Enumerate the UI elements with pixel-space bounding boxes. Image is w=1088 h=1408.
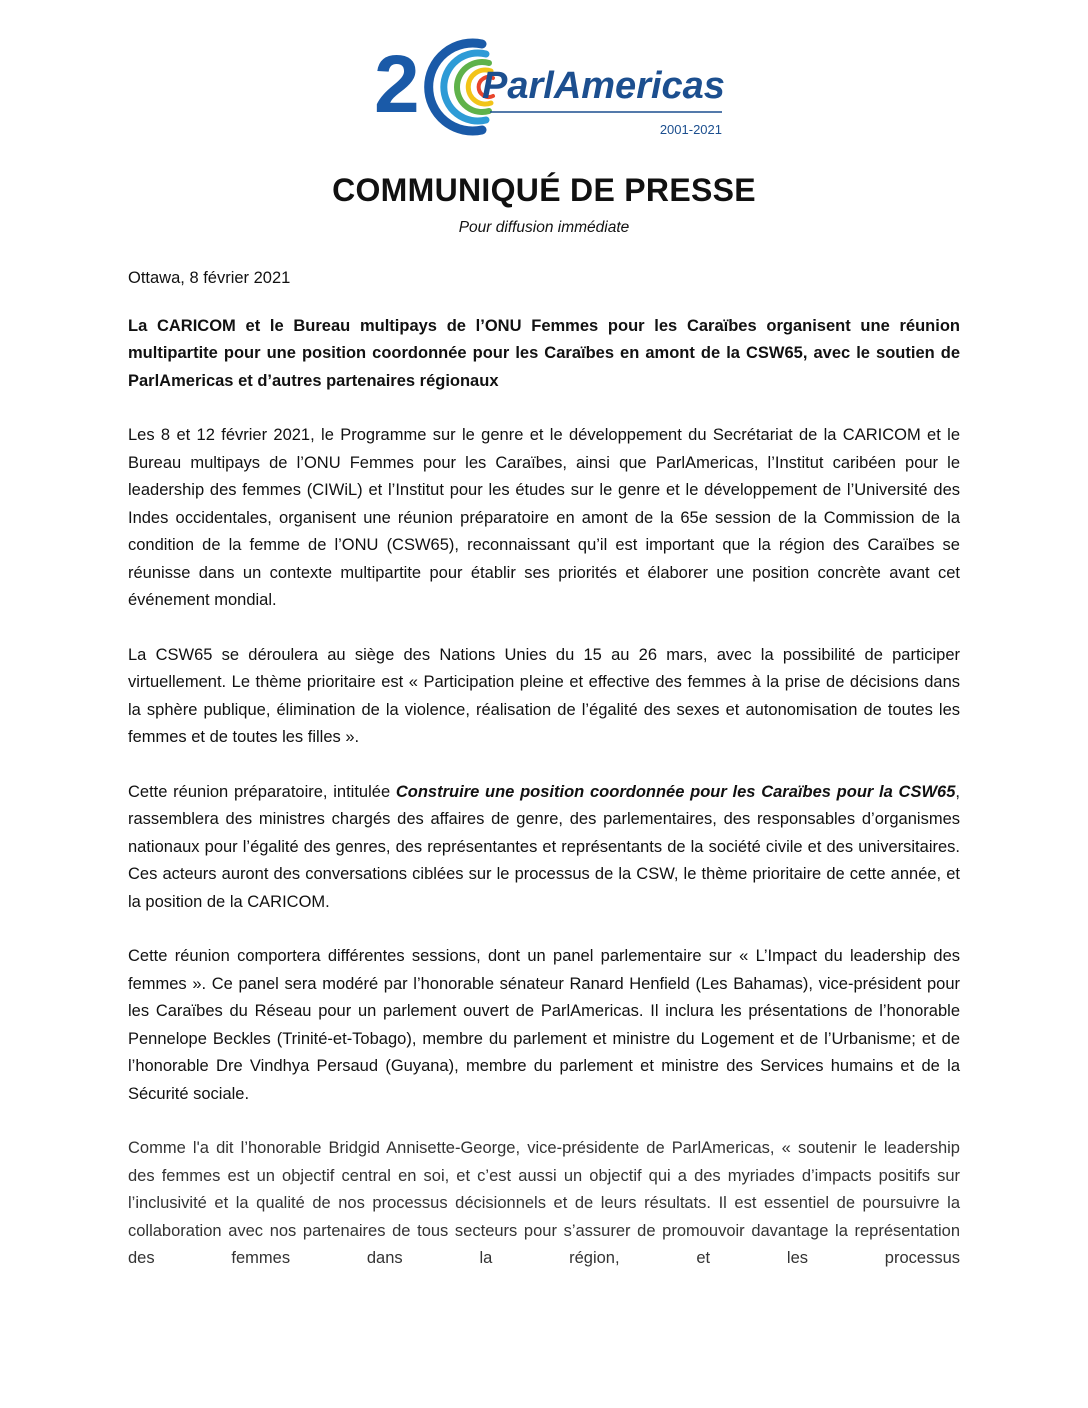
paragraph-3 [128,779,960,917]
paragraph-1: Les 8 et 12 février 2021, le Programme sur le genre et le développement du Secrétariat de la CARICOM et le Bureau multipays de l’ONU Femmes pour les Caraïbes, ainsi que ParlAmericas, l’Institut caribéen pour le leadership des femmes (CIWiL) et l’Institut pour les études sur le genre et le développement de l’Université des Indes occidentales, organisent une réunion préparatoire en amont de la 65e session de la Commission de la condition de la femme de l’ONU (CSW65), reconnaissant qu’il est important que la région des Caraïbes se réunisse dans un contexte multipartite pour établir ses priorités et élaborer une position concrète avant cet événement mondial. [128,426,960,609]
paragraph-3-intro: Cette réunion préparatoire, intitulée [128,782,396,801]
event-title: Construire une position coordonnée pour les Caraïbes pour la CSW65 [395,782,956,801]
logo-number: 2 [374,39,420,130]
parlamericas-20th-anniversary-logo [370,32,730,142]
paragraph-3-rest: , rassemblera des ministres chargés des affaires de genre, des parlementaires, des responsables d’organismes nationaux pour l’égalité des genres, des représentantes et représentants de la société civile et des universitaires. Ces acteurs auront des conversations ciblées sur le processus de la CSW, le thème prioritaire de cette année, et la position de la CARICOM. [128,782,960,911]
paragraph-5: Comme l'a dit l’honorable Bridgid Annisette-George, vice-présidente de ParlAmericas, « soutenir le leadership des femmes est un objectif central en soi, et c’est aussi un objectif qui a des myriades d’impacts positifs sur l’inclusivité et la qualité de nos processus décisionnels et de leurs résultats. Il est essentiel de poursuivre la collaboration avec nos partenaires de tous secteurs pour s’assurer de promouvoir davantage la représentation des femmes dans la région, et les processus [128,1139,960,1267]
page-subtitle: Pour diffusion immédiate [458,219,630,236]
logo-name: ParlAmericas [482,65,725,107]
press-release-body [128,265,960,1300]
dateline: Ottawa, 8 février 2021 [128,269,291,287]
page-title: COMMUNIQUÉ DE PRESSE [332,172,756,208]
logo-years: 2001-2021 [659,122,722,137]
lead-paragraph: La CARICOM et le Bureau multipays de l’ONU Femmes pour les Caraïbes organisent une réunion multipartite pour une position coordonnée pour les Caraïbes en amont de la CSW65, avec le soutien de ParlAmericas et d’autres partenaires régionaux [128,316,960,390]
paragraph-2: La CSW65 se déroulera au siège des Nations Unies du 15 au 26 mars, avec la possibilité de participer virtuellement. Le thème prioritaire est « Participation pleine et effective des femmes à la prise de décisions dans la sphère publique, élimination de la violence, réalisation de l’égalité des sexes et autonomisation de toutes les femmes et de toutes les filles ». [128,645,960,746]
logo-graphic [370,32,730,142]
paragraph-4: Cette réunion comportera différentes sessions, dont un panel parlementaire sur « L’Impact du leadership des femmes ». Ce panel sera modéré par l’honorable sénateur Ranard Henfield (Les Bahamas), vice-président pour les Caraïbes du Réseau pour un parlement ouvert de ParlAmericas. Il inclura les présentations de l’honorable Pennelope Beckles (Trinité-et-Tobago), membre du parlement et ministre du Logement et de l’Urbanisme; et de l’honorable Dre Vindhya Persaud (Guyana), membre du parlement et ministre des Services humains et de la Sécurité sociale. [128,947,960,1103]
